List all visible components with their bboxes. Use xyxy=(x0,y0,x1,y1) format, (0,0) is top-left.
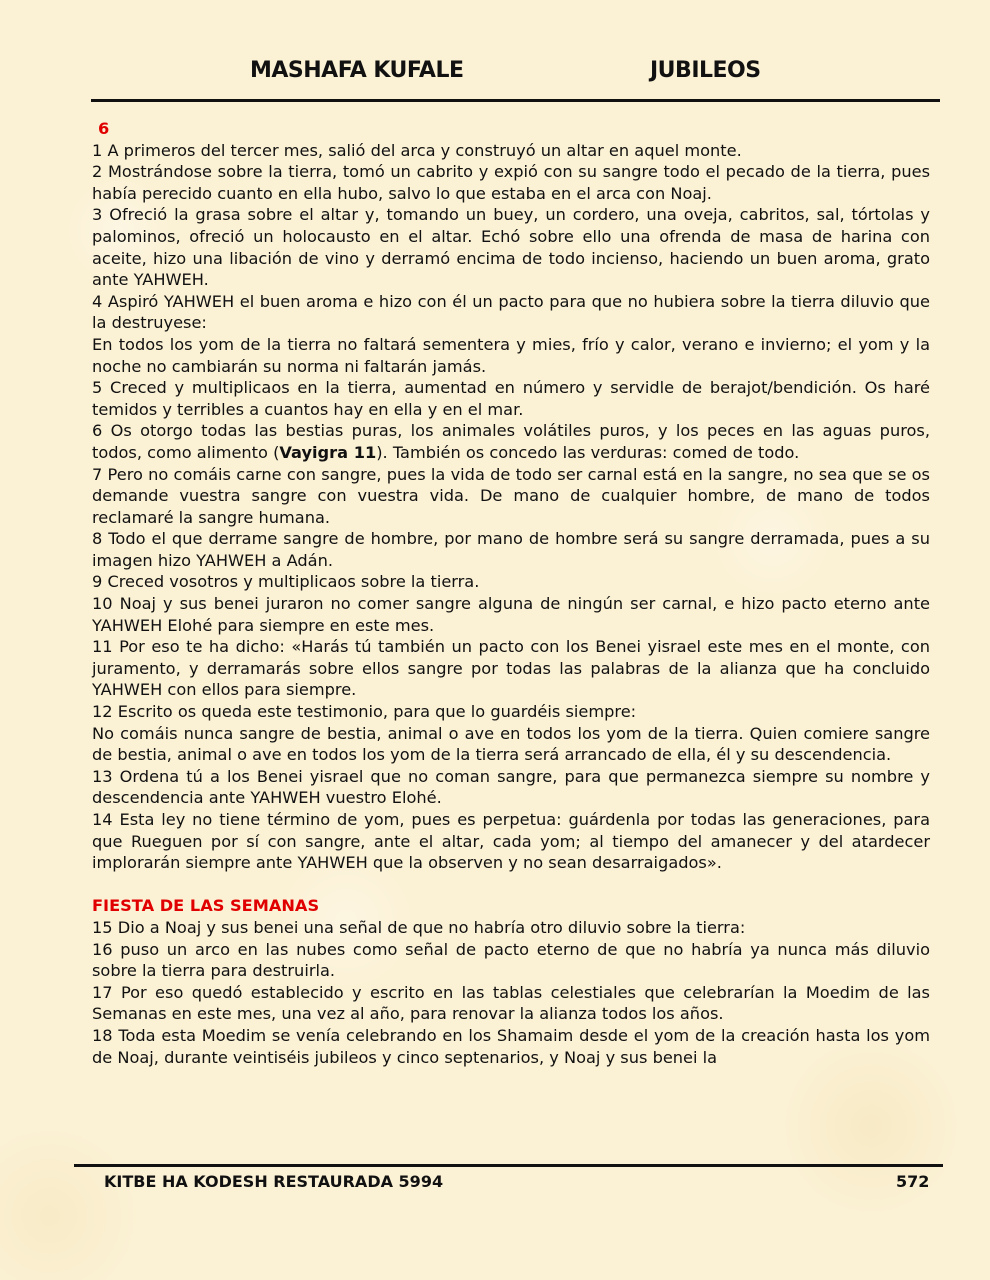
verse: 11 Por eso te ha dicho: «Harás tú también un pacto con los Benei yisrael este mes en el monte, con juramento, y derramarás sobre ellos sangre por todas las palabras de la alianza que ha concluido YAHWEH con ellos para siempre. xyxy=(92,637,930,700)
header-book-title: MASHAFA KUFALE xyxy=(250,58,464,83)
verse: 8 Todo el que derrame sangre de hombre, por mano de hombre será su sangre derramada, pues a su imagen hizo YAHWEH a Adán. xyxy=(92,529,930,570)
verse: No comáis nunca sangre de bestia, animal o ave en todos los yom de la tierra. Quien comiere sangre de bestia, animal o ave en todos los yom de la tierra será arrancado de ella, él y su descendencia. xyxy=(92,723,930,765)
verse: En todos los yom de la tierra no faltará sementera y mies, frío y calor, verano e invierno; el yom y la noche no cambiarán su norma ni faltarán jamás. xyxy=(92,334,930,376)
verse: 5 Creced y multiplicaos en la tierra, aumentad en número y servidle de berajot/bendición. Os haré temidos y terribles a cuantos hay en ella y en el mar. xyxy=(92,378,930,419)
verse: 3 Ofreció la grasa sobre el altar y, tomando un buey, un cordero, una oveja, cabritos, sal, tórtolas y palominos, ofreció un holocausto en el altar. Echó sobre ello una ofrenda de masa de harina con aceite, hizo una libación de vino y derramó encima de todo incienso, haciendo un buen aroma, grato ante YAHWEH. xyxy=(92,205,930,290)
footer-title: KITBE HA KODESH RESTAURADA 5994 xyxy=(104,1172,444,1191)
verse-6-text-a: 6 Os otorgo todas las bestias puras, los animales volátiles puros, y los peces en las aguas puros, todos, como alimento ( xyxy=(92,421,930,462)
verse: 7 Pero no comáis carne con sangre, pues la vida de todo ser carnal está en la sangre, no sea que se os demande vuestra sangre con vuestra vida. De mano de cualquier hombre, de mano de todos reclamaré la sangre humana. xyxy=(92,464,930,527)
verse: 18 Toda esta Moedim se venía celebrando en los Shamaim desde el yom de la creación hasta los yom de Noaj, durante veintiséis jubileos y cinco septenarios, y Noaj y sus benei la xyxy=(92,1025,930,1067)
footer-divider xyxy=(74,1164,943,1167)
verse-6 xyxy=(92,420,930,463)
scripture-reference: Vayigra 11 xyxy=(279,442,377,462)
header-divider xyxy=(91,99,940,102)
verse: 1 A primeros del tercer mes, salió del arca y construyó un altar en aquel monte. xyxy=(92,140,742,160)
chapter-number: 6 xyxy=(98,119,110,138)
section-title: FIESTA DE LAS SEMANAS xyxy=(92,896,320,916)
header-book-name: JUBILEOS xyxy=(650,58,761,83)
verse: 13 Ordena tú a los Benei yisrael que no coman sangre, para que permanezca siempre su nombre y descendencia ante YAHWEH vuestro Elohé. xyxy=(92,766,930,808)
verse: 9 Creced vosotros y multiplicaos sobre la tierra. xyxy=(92,572,480,592)
verse: 15 Dio a Noaj y sus benei una señal de que no habría otro diluvio sobre la tierra: xyxy=(92,917,746,937)
verse-6-text-b: ). También os concedo las verduras: comed de todo. xyxy=(376,442,800,462)
verse: 2 Mostrándose sobre la tierra, tomó un cabrito y expió con su sangre todo el pecado de la tierra, pues había perecido cuanto en ella hubo, salvo lo que estaba en el arca con Noaj. xyxy=(92,162,930,203)
verse: 14 Esta ley no tiene término de yom, pues es perpetua: guárdenla por todas las generaciones, para que Rueguen por sí con sangre, ante el altar, cada yom; al tiempo del amanecer y del atardecer implorarán siempre ante YAHWEH que la observen y no sean desarraigados». xyxy=(92,810,930,873)
page-body xyxy=(92,118,930,1068)
verse: 12 Escrito os queda este testimonio, para que lo guardéis siempre: xyxy=(92,702,637,722)
verse: 17 Por eso quedó establecido y escrito en las tablas celestiales que celebrarían la Moedim de las Semanas en este mes, una vez al año, para renovar la alianza todos los años. xyxy=(92,982,930,1024)
verse: 4 Aspiró YAHWEH el buen aroma e hizo con él un pacto para que no hubiera sobre la tierra diluvio que la destruyese: xyxy=(92,291,930,333)
page-header xyxy=(0,58,990,92)
verse: 10 Noaj y sus benei juraron no comer sangre alguna de ningún ser carnal, e hizo pacto eterno ante YAHWEH Elohé para siempre en este mes. xyxy=(92,594,930,635)
verse: 16 puso un arco en las nubes como señal de pacto eterno de que no habría ya nunca más diluvio sobre la tierra para destruirla. xyxy=(92,939,930,981)
page-number: 572 xyxy=(896,1172,930,1191)
